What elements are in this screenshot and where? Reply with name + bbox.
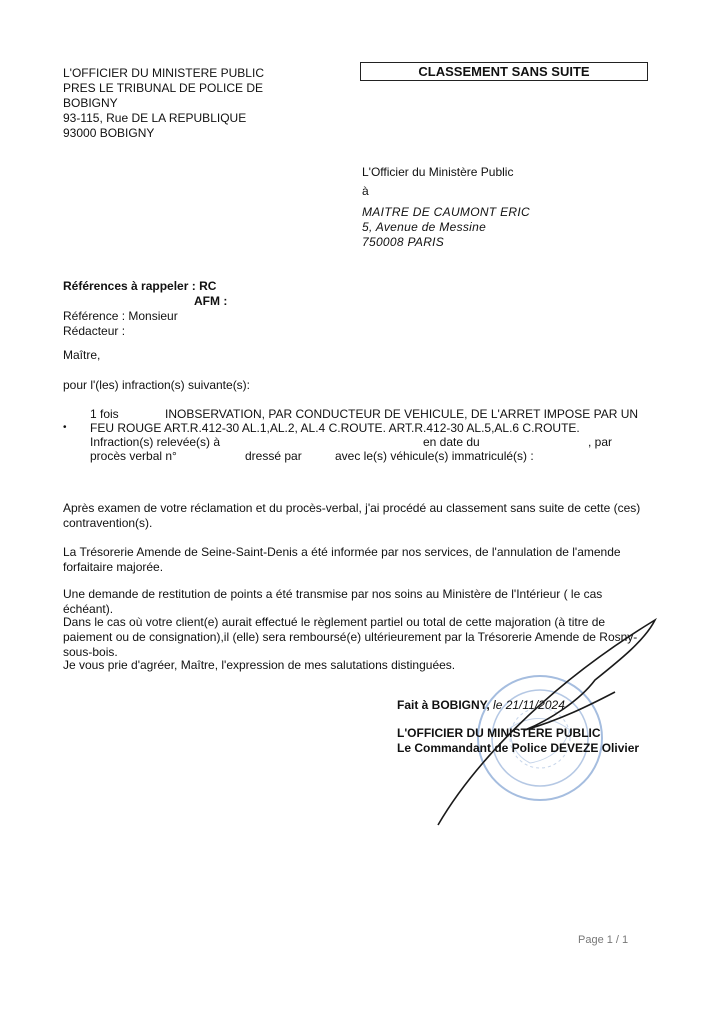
recipient-block: [362, 165, 530, 250]
sender-line: L'OFFICIER DU MINISTERE PUBLIC: [63, 66, 264, 80]
infraction-pv-line: [90, 449, 534, 464]
sender-line: PRES LE TRIBUNAL DE POLICE DE: [63, 81, 264, 95]
document-title: CLASSEMENT SANS SUITE: [360, 62, 648, 81]
infraction-description-cont: FEU ROUGE ART.R.412-30 AL.1,AL.2, AL.4 C.ROUTE. ART.R.412-30 AL.5,AL.6 C.ROUTE.: [90, 421, 580, 435]
salutation: Maître,: [63, 348, 101, 362]
signature-fait: Fait à BOBIGNY,: [397, 698, 490, 712]
infraction-vehicule: avec le(s) véhicule(s) immatriculé(s) :: [335, 449, 534, 463]
infraction-description: INOBSERVATION, PAR CONDUCTEUR DE VEHICULE, DE L'ARRET IMPOSE PAR UN: [165, 407, 639, 421]
infraction-dresse: dressé par: [245, 449, 302, 463]
infraction-relevee: Infraction(s) relevée(s) à: [90, 435, 221, 449]
signature-officer: L'OFFICIER DU MINISTERE PUBLIC: [397, 726, 601, 740]
signature-date: le 21/11/2024: [493, 698, 565, 712]
recipient-city: 750008 PARIS: [362, 235, 445, 249]
paragraph: Dans le cas où votre client(e) aurait effectué le règlement partiel ou total de cette majoration (à titre de paiement ou de consignation),il (elle) sera remboursé(e) ultérieurement par la Trésorerie Amende de Rosny-sous-bois.: [63, 615, 638, 659]
references-reference: Référence : Monsieur: [63, 309, 178, 323]
references-block: [63, 279, 227, 339]
recipient-name: MAITRE DE CAUMONT ERIC: [362, 205, 530, 219]
infraction-en-date: en date du: [423, 435, 480, 449]
recipient-street: 5, Avenue de Messine: [362, 220, 487, 234]
recipient-to: à: [362, 184, 369, 198]
infraction-relevee-line: [90, 435, 613, 450]
paragraph: Après examen de votre réclamation et du procès-verbal, j'ai procédé au classement sans suite de cette (ces) contravention(s).: [63, 501, 641, 530]
infraction-line: [90, 407, 639, 422]
paragraph: La Trésorerie Amende de Seine-Saint-Denis a été informée par nos services, de l'annulation de l'amende forfaitaire majorée.: [63, 545, 621, 574]
recipient-from: L'Officier du Ministère Public: [362, 165, 514, 179]
paragraph: Une demande de restitution de points a été transmise par nos soins au Ministère de l'Intérieur ( le cas échéant).: [63, 587, 603, 616]
sender-line: BOBIGNY: [63, 96, 118, 110]
signature-commandant: Le Commandant de Police DEVEZE Olivier: [397, 741, 640, 755]
sender-address: [63, 66, 283, 141]
infraction-count: 1 fois: [90, 407, 119, 421]
bullet-icon: •: [63, 422, 67, 433]
intro-text: pour l'(les) infraction(s) suivante(s):: [63, 378, 251, 392]
handwritten-signature: [430, 610, 670, 844]
references-redacteur: Rédacteur :: [63, 324, 126, 338]
signature-svg: [430, 610, 670, 840]
references-afm: AFM :: [194, 294, 228, 308]
sender-line: 93-115, Rue DE LA REPUBLIQUE: [63, 111, 247, 125]
infraction-par: , par: [588, 435, 613, 449]
paragraph: Je vous prie d'agréer, Maître, l'expression de mes salutations distinguées.: [63, 658, 456, 672]
infraction-pv: procès verbal n°: [90, 449, 177, 463]
page-number: Page 1 / 1: [578, 934, 629, 946]
sender-line: 93000 BOBIGNY: [63, 126, 155, 140]
references-rappeler: Références à rappeler : RC: [63, 279, 217, 293]
